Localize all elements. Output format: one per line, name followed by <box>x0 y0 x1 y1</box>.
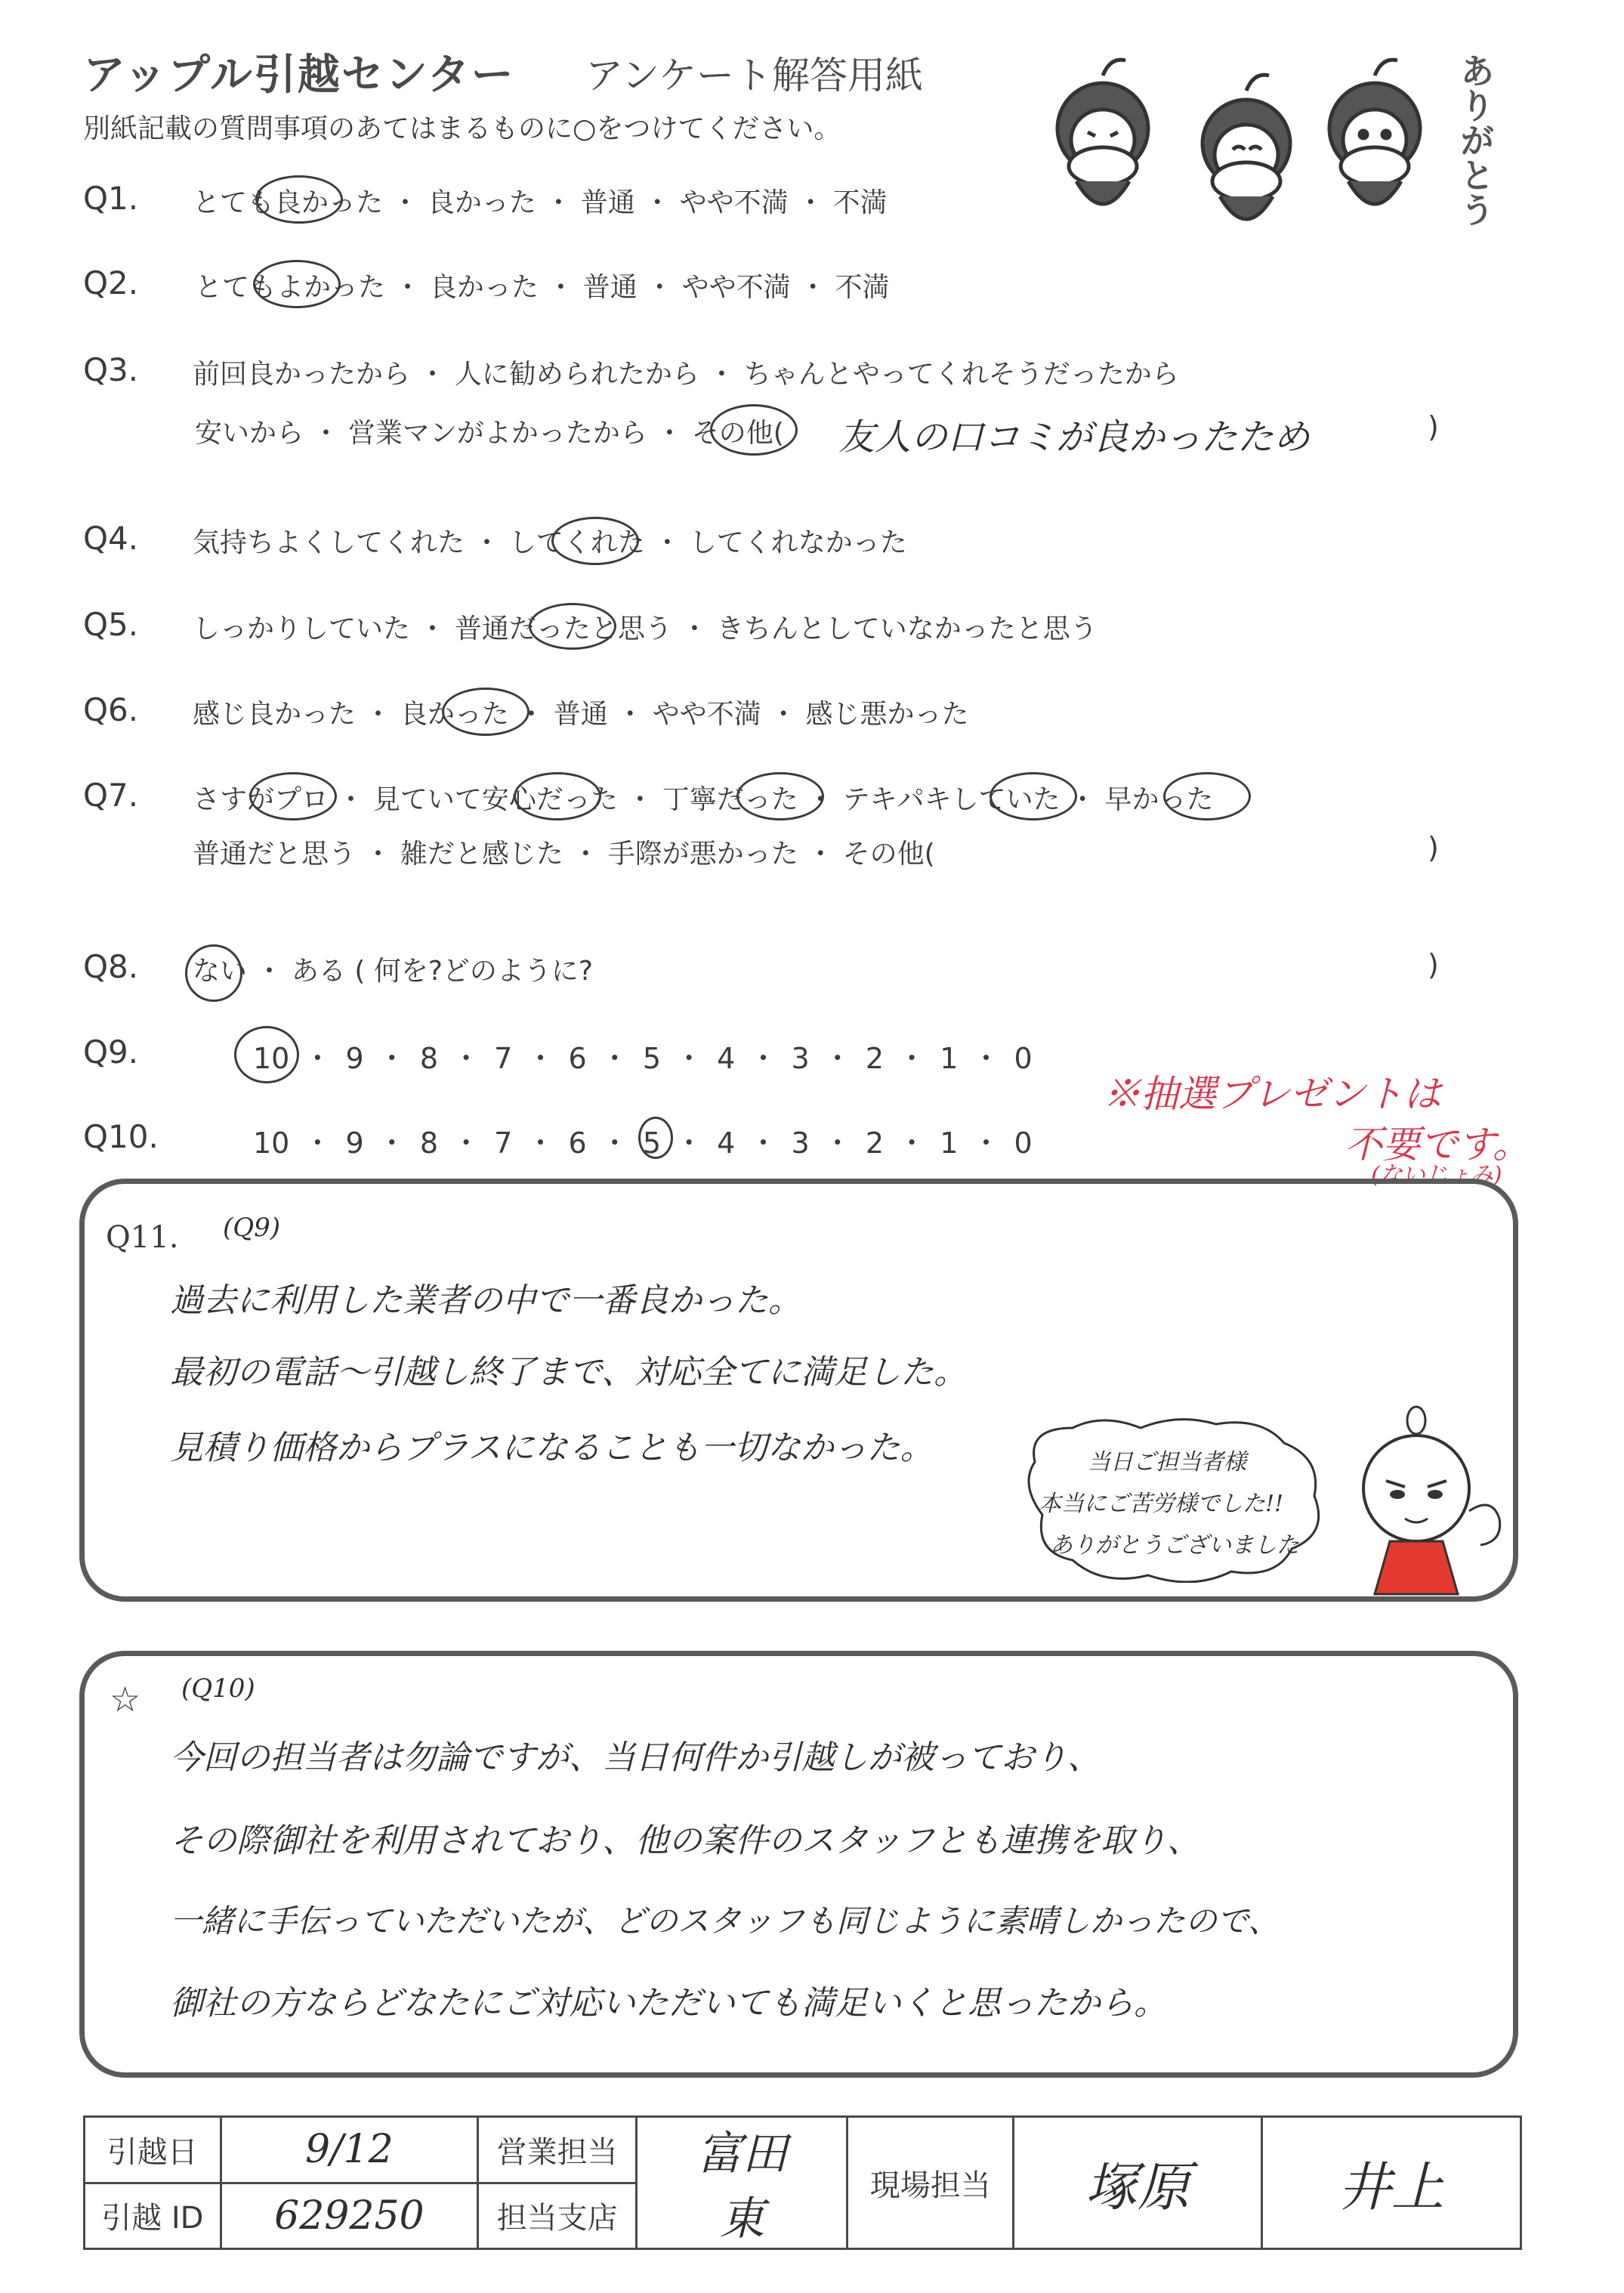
q7-options-2: 普通だと思う ・ 雑だと感じた ・ 手際が悪かった ・ その他( <box>193 839 935 870</box>
q7-answer-circle-5 <box>1163 772 1251 820</box>
q1-answer-circle <box>255 175 343 224</box>
q3-close-paren: ) <box>1428 410 1439 443</box>
move-id-value: 629250 <box>221 2183 478 2249</box>
q10-line-3: 一緒に手伝っていただいたが、どのスタッフも同じように素晴しかったので、 <box>170 1902 1280 1939</box>
q11-line-1: 過去に利用した業者の中で一番良かった。 <box>170 1281 801 1320</box>
branch-label: 担当支店 <box>478 2183 637 2249</box>
q5-answer-circle <box>529 603 616 650</box>
q10-line-1: 今回の担当者は勿論ですが、当日何件か引越しが被っており、 <box>170 1738 1101 1777</box>
monkey-illustrations <box>997 45 1488 249</box>
branch-value: 東 <box>719 2193 765 2245</box>
bubble-line-1: 当日ご担当者様 <box>1088 1449 1246 1476</box>
q3-options-2: 安いから ・ 営業マンがよかったから ・ その他( <box>195 418 784 449</box>
q7-options: さすがプロ ・ 見ていて安心だった ・ 丁寧だった ・ テキパキしていた ・ 早かった <box>193 784 1214 815</box>
q4-answer-circle <box>551 517 639 565</box>
q5-options: しっかりしていた ・ 普通だったと思う ・ きちんとしていなかったと思う <box>193 613 1098 644</box>
company-name: アップル引越センター <box>83 51 515 100</box>
q10-line-2: その際御社を利用されており、他の案件のスタッフとも連携を取り、 <box>170 1822 1200 1860</box>
q9-label: Q9. <box>83 1034 139 1071</box>
move-date-label: 引越日 <box>85 2117 221 2183</box>
q6-answer-circle <box>442 688 529 736</box>
sales-branch-value-cell <box>637 2117 848 2249</box>
q1-options: とても良かった ・ 良かった ・ 普通 ・ やや不満 ・ 不満 <box>193 187 888 218</box>
q10-label: Q10. <box>83 1118 159 1155</box>
bubble-line-2: 本当にご苦労様でした!! <box>1039 1491 1284 1517</box>
speech-bubble <box>1005 1417 1352 1583</box>
q3-label: Q3. <box>83 351 139 388</box>
q2-options: とてもよかった ・ 良かった ・ 普通 ・ やや不満 ・ 不満 <box>195 272 890 303</box>
q8-answer-circle <box>185 944 242 1002</box>
q7-label: Q7. <box>83 777 139 814</box>
instruction-text: 別紙記載の質問事項のあてはまるものに○をつけてください。 <box>83 113 841 144</box>
q7-answer-circle-4 <box>990 772 1077 820</box>
move-id-label: 引越 ID <box>85 2183 221 2249</box>
thanks-text: ありがとう <box>1455 53 1496 227</box>
q5-label: Q5. <box>83 606 139 643</box>
q1-label: Q1. <box>83 180 139 217</box>
q3-other-answer: 友人の口コミが良かったため <box>838 416 1311 459</box>
q11-ref: (Q9) <box>223 1213 281 1243</box>
q7-close-paren: ) <box>1428 831 1439 864</box>
site-value-1: 塚原 <box>1014 2117 1261 2249</box>
q9-answer-circle <box>234 1026 299 1083</box>
q9-options: 10 ・ 9 ・ 8 ・ 7 ・ 6 ・ 5 ・ 4 ・ 3 ・ 2 ・ 1 ・ 0 <box>253 1042 1033 1075</box>
info-table <box>83 2115 1522 2250</box>
q8-label: Q8. <box>83 948 139 985</box>
q7-answer-circle-1 <box>249 772 337 820</box>
site-label: 現場担当 <box>848 2117 1014 2249</box>
bubble-line-3: ありがとうございました <box>1050 1532 1299 1559</box>
girl-character-illustration <box>1345 1405 1511 1605</box>
sales-value: 富田 <box>696 2128 788 2180</box>
q6-options: 感じ良かった ・ 良かった ・ 普通 ・ やや不満 ・ 感じ悪かった <box>193 699 969 730</box>
form-title: アンケート解答用紙 <box>585 54 923 97</box>
q10-line-4: 御社の方ならどなたにご対応いただいても満足いくと思ったから。 <box>170 1984 1167 2023</box>
q11-line-3: 見積り価格からプラスになることも一切なかった。 <box>170 1429 934 1467</box>
q8-options: ない ・ ある ( 何を?どのように? <box>193 956 594 987</box>
sales-label: 営業担当 <box>478 2117 637 2183</box>
red-note-line1: ※抽選プレゼントは <box>1103 1072 1441 1116</box>
star-mark: ☆ <box>110 1679 141 1720</box>
q8-close-paren: ) <box>1428 948 1439 981</box>
red-note-line2: 不要です。 <box>1345 1123 1530 1167</box>
q10-options: 10 ・ 9 ・ 8 ・ 7 ・ 6 ・ 5 ・ 4 ・ 3 ・ 2 ・ 1 ・ 0 <box>253 1126 1033 1160</box>
q10-ref: (Q10) <box>181 1673 255 1704</box>
q7-answer-circle-2 <box>514 772 601 820</box>
q10-answer-circle <box>638 1117 673 1159</box>
q3-options: 前回良かったから ・ 人に勧められたから ・ ちゃんとやってくれそうだったから <box>193 359 1179 390</box>
q2-label: Q2. <box>83 264 139 301</box>
q2-answer-circle <box>253 260 341 308</box>
q4-options: 気持ちよくしてくれた ・ してくれた ・ してくれなかった <box>193 527 907 558</box>
q3-answer-circle <box>710 404 798 456</box>
q11-line-2: 最初の電話～引越し終了まで、対応全てに満足した。 <box>170 1353 968 1392</box>
site-value-2: 井上 <box>1261 2117 1521 2249</box>
red-note-line3: (ないじょみ) <box>1371 1162 1502 1188</box>
q4-label: Q4. <box>83 520 139 557</box>
q7-answer-circle-3 <box>736 772 824 820</box>
q6-label: Q6. <box>83 691 139 728</box>
move-date-value: 9/12 <box>221 2117 478 2183</box>
q11-label: Q11. <box>106 1220 179 1255</box>
